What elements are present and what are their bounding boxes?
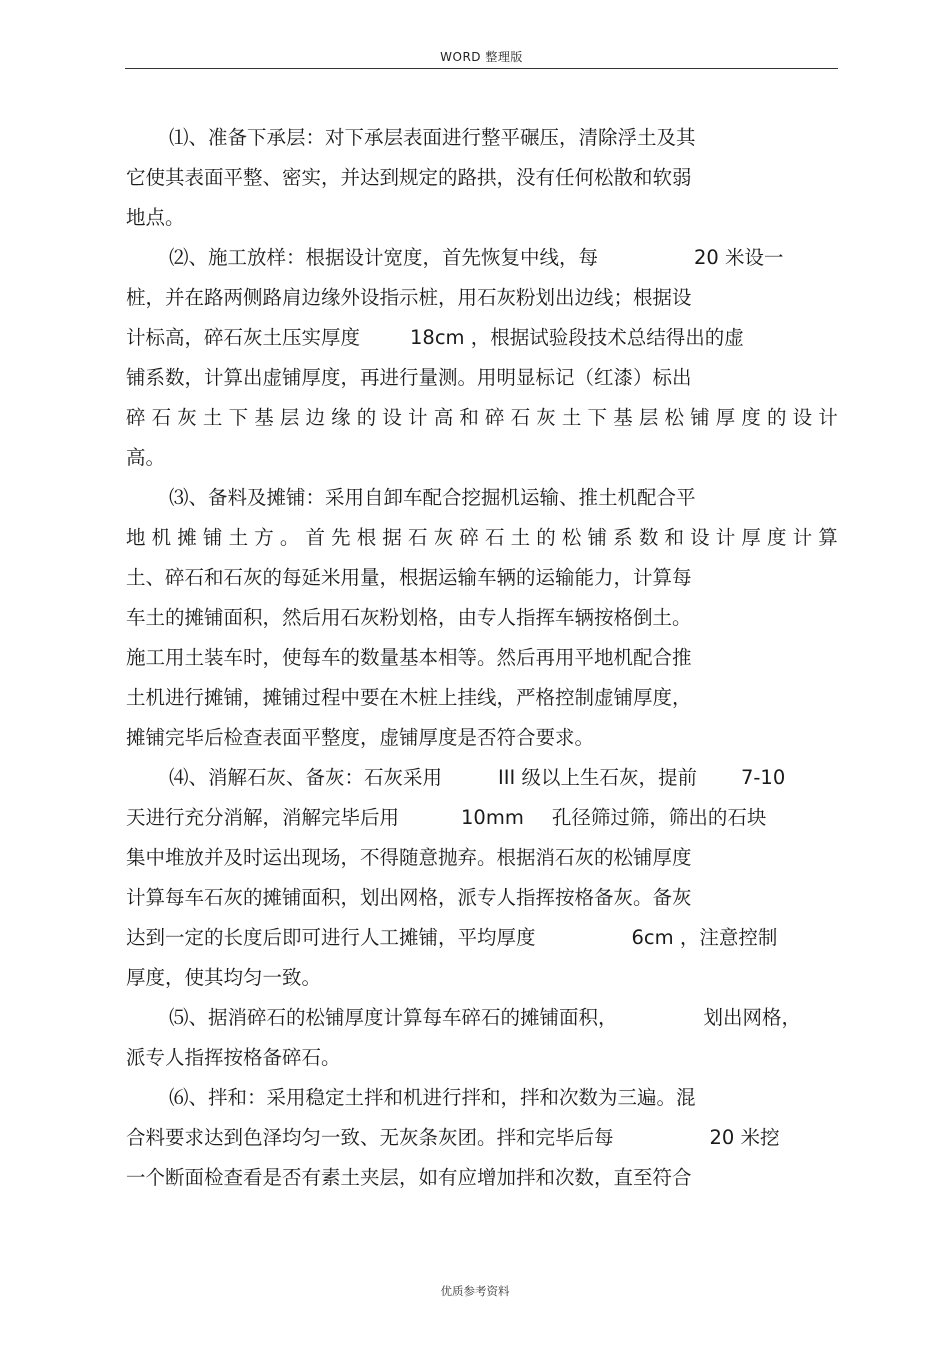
text-segment: 厚度，使其均匀一致。 <box>126 966 322 989</box>
text-segment: ⑸、据消碎石的松铺厚度计算每车碎石的摊铺面积， <box>169 1006 618 1029</box>
text-line <box>126 958 838 998</box>
text-segment: 土、碎石和石灰的每延米用量，根据运输车辆的运输能力，计算每 <box>126 566 692 589</box>
text-segment: 集中堆放并及时运出现场，不得随意抛弃。根据消石灰的松铺厚度 <box>126 846 692 869</box>
text-segment: ⑴、准备下承层：对下承层表面进行整平碾压，清除浮土及其 <box>169 126 696 149</box>
text-line <box>126 878 838 918</box>
text-line <box>126 1118 838 1158</box>
text-segment: 7-10 <box>740 766 786 789</box>
text-line <box>126 558 838 598</box>
text-segment: 达到一定的长度后即可进行人工摊铺，平均厚度 <box>126 926 536 949</box>
text-segment: 它使其表面平整、密实，并达到规定的路拱，没有任何松散和软弱 <box>126 166 692 189</box>
text-line <box>126 198 838 238</box>
text-segment: 计算每车石灰的摊铺面积，划出网格，派专人指挥按格备灰。备灰 <box>126 886 692 909</box>
text-segment: ⑷、消解石灰、备灰：石灰采用 <box>169 766 443 789</box>
text-segment: ⑵、施工放样：根据设计宽度，首先恢复中线，每 <box>169 246 599 269</box>
document-body <box>126 118 838 1198</box>
text-segment: 施工用土装车时，使每车的数量基本相等。然后再用平地机配合推 <box>126 646 692 669</box>
text-segment: 地点。 <box>126 206 185 229</box>
text-segment: 20 米设一 <box>694 246 784 269</box>
text-line <box>126 278 838 318</box>
text-line <box>126 238 838 278</box>
text-line <box>126 358 838 398</box>
page-footer: 优质参考资料 <box>440 1284 510 1298</box>
text-segment: 划出网格， <box>703 1006 802 1029</box>
text-segment: 孔径筛过筛，筛出的石块 <box>551 806 767 829</box>
text-line <box>126 1078 838 1118</box>
text-line <box>126 158 838 198</box>
text-line: 地 机 摊 铺 土 方 。 首 先 根 据 石 灰 碎 石 土 的 松 铺 系 数 和 设 计 厚 度 计 算 <box>126 526 838 549</box>
text-segment: 天进行充分消解，消解完毕后用 <box>126 806 400 829</box>
text-segment: 土机进行摊铺，摊铺过程中要在木桩上挂线，严格控制虚铺厚度， <box>126 686 692 709</box>
text-segment: 18cm ，根据试验段技术总结得出的虚 <box>410 326 744 349</box>
header-title: WORD 整理版 <box>440 50 523 64</box>
text-line <box>126 1038 838 1078</box>
text-line: 碎 石 灰 土 下 基 层 边 缘 的 设 计 高 和 碎 石 灰 土 下 基 层 松 铺 厚 度 的 设 计 <box>126 406 838 429</box>
text-segment: 车土的摊铺面积，然后用石灰粉划格，由专人指挥车辆按格倒土。 <box>126 606 692 629</box>
text-segment: ⑶、备料及摊铺：采用自卸车配合挖掘机运输、推土机配合平 <box>169 486 696 509</box>
text-segment: 派专人指挥按格备碎石。 <box>126 1046 341 1069</box>
text-segment: 计标高，碎石灰土压实厚度 <box>126 326 361 349</box>
text-line <box>126 838 838 878</box>
text-line <box>126 478 838 518</box>
text-line <box>126 598 838 638</box>
text-segment: 高。 <box>126 446 166 469</box>
text-segment: III 级以上生石灰，提前 <box>498 766 697 789</box>
text-line <box>126 798 838 838</box>
text-line <box>126 758 838 798</box>
text-line <box>126 678 838 718</box>
text-segment: 摊铺完毕后检查表面平整度，虚铺厚度是否符合要求。 <box>126 726 595 749</box>
text-line <box>126 1158 838 1198</box>
text-segment: 6cm ，注意控制 <box>631 926 778 949</box>
text-line <box>126 918 838 958</box>
text-segment: 20 米挖 <box>709 1126 780 1149</box>
text-line <box>126 438 838 478</box>
text-segment: 合料要求达到色泽均匀一致、无灰条灰团。拌和完毕后每 <box>126 1126 614 1149</box>
text-segment: 桩，并在路两侧路肩边缘外设指示桩，用石灰粉划出边线；根据设 <box>126 286 692 309</box>
text-line <box>126 718 838 758</box>
text-line <box>126 998 838 1038</box>
page-header <box>125 46 838 69</box>
text-line <box>126 118 838 158</box>
text-line <box>126 638 838 678</box>
text-segment: 10mm <box>461 806 524 829</box>
text-segment: ⑹、拌和：采用稳定土拌和机进行拌和，拌和次数为三遍。混 <box>169 1086 696 1109</box>
text-segment: 铺系数，计算出虚铺厚度，再进行量测。用明显标记（红漆）标出 <box>126 366 692 389</box>
text-segment: 一个断面检查看是否有素土夹层，如有应增加拌和次数，直至符合 <box>126 1166 692 1189</box>
text-line <box>126 318 838 358</box>
